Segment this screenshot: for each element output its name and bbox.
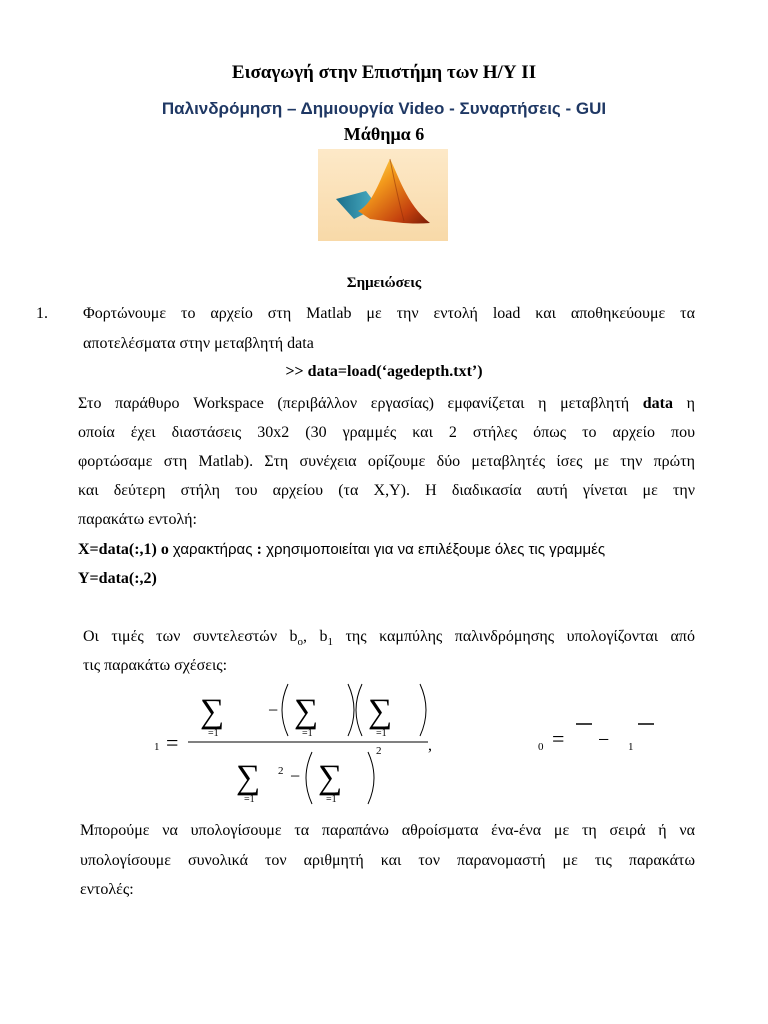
x-command: X=data(:,1) <box>78 541 157 558</box>
document-subtitle: Παλινδρόμηση – Δημιουργία Video - Συναρτήσεις - GUI <box>161 99 607 118</box>
sum-lower-limit: =1 <box>326 794 337 805</box>
subscript-zero: 0 <box>538 741 544 753</box>
paragraph-line: και δεύτερη στήλη του αρχείου (τα X,Y). Η διαδικασία αυτή γίνεται με την <box>78 482 695 499</box>
paragraph-line: τις παρακάτω σχέσεις: <box>83 657 228 674</box>
text-span: η <box>672 395 695 412</box>
minus-sign: − <box>268 700 279 720</box>
paragraph-line: αποτελέσματα στην μεταβλητή data <box>83 335 314 352</box>
subscript: 1 <box>327 636 333 649</box>
text-span: Οι τιμές των συντελεστών b <box>83 628 298 645</box>
sum-lower-limit: =1 <box>302 728 313 739</box>
exponent-two: 2 <box>278 765 284 777</box>
text-span: χαρακτήρας <box>172 541 257 558</box>
comma: , <box>428 737 432 754</box>
sum-lower-limit: =1 <box>208 728 219 739</box>
sigma-symbol: ∑ <box>236 759 261 796</box>
text-span: της καμπύλης παλινδρόμησης υπολογίζονται από <box>333 628 696 645</box>
minus-sign: − <box>598 729 610 751</box>
sigma-symbol: ∑ <box>368 693 393 730</box>
colon-char: : <box>256 541 262 558</box>
paragraph-line <box>83 627 695 652</box>
subscript-one: 1 <box>628 741 634 753</box>
exponent-two: 2 <box>376 745 382 757</box>
subscript-one: 1 <box>154 741 160 753</box>
sum-lower-limit: =1 <box>244 794 255 805</box>
regression-formula <box>140 678 700 813</box>
subscript: o <box>297 636 304 649</box>
paragraph-line: παρακάτω εντολή: <box>78 511 197 528</box>
lesson-number: Μάθημα 6 <box>343 124 425 144</box>
minus-sign: − <box>290 766 301 786</box>
sigma-symbol: ∑ <box>294 693 319 730</box>
text-span: Στο παράθυρο Workspace (περιβάλλον εργασίας) εμφανίζεται η μεταβλητή <box>78 395 643 412</box>
text-span: ο <box>156 541 173 558</box>
load-command: >> data=load(‘agedepth.txt’) <box>285 363 483 380</box>
paragraph-line: Μπορούμε να υπολογίσουμε τα παραπάνω αθροίσματα ένα-ένα με τη σειρά ή να <box>80 822 695 839</box>
text-span: χρησιμοποιείται για να επιλέξουμε όλες τις γραμμές <box>261 541 606 558</box>
x-command-line <box>78 540 605 560</box>
paragraph-line: εντολές: <box>80 881 134 898</box>
paragraph-line: φορτώσαμε στη Matlab). Στη συνέχεια ορίζουμε δύο μεταβλητές ίσες με την πρώτη <box>78 453 695 470</box>
paragraph-line: υπολογίσουμε συνολικά τον αριθμητή και τον παρανομαστή με τις παρακάτω <box>80 852 695 869</box>
y-command: Y=data(:,2) <box>78 570 157 587</box>
notes-heading: Σημειώσεις <box>346 275 422 291</box>
paragraph-line: οποία έχει διαστάσεις 30x2 (30 γραμμές και 2 στήλες όπως το αρχείο που <box>78 424 695 441</box>
paragraph-line <box>78 394 695 414</box>
sum-lower-limit: =1 <box>376 728 387 739</box>
document-title: Εισαγωγή στην Επιστήμη των Η/Υ ΙΙ <box>231 62 537 83</box>
sigma-symbol: ∑ <box>200 693 225 730</box>
sigma-symbol: ∑ <box>318 759 343 796</box>
equals-sign: = <box>552 726 565 751</box>
equals-sign: = <box>166 730 179 755</box>
variable-name: data <box>642 395 673 412</box>
matlab-logo-icon <box>318 149 448 241</box>
list-number: 1. <box>36 305 48 322</box>
text-span: , b <box>303 628 328 645</box>
paragraph-line: Φορτώνουμε το αρχείο στη Matlab με την εντολή load και αποθηκεύουμε τα <box>83 305 695 322</box>
